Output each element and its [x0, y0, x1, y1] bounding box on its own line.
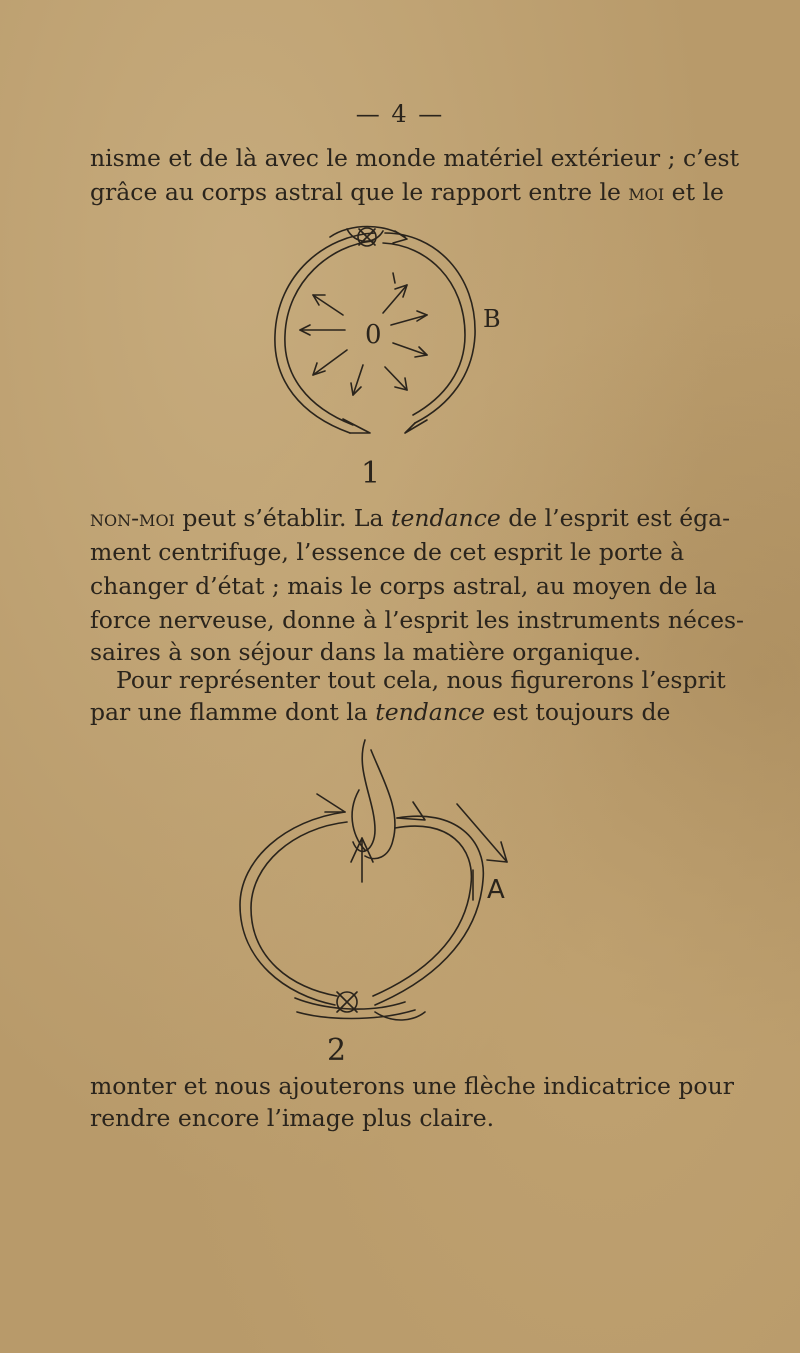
text-span: peut s’établir. La	[174, 504, 392, 532]
figure-1-number: 1	[361, 456, 381, 490]
text-line: Pour représenter tout cela, nous figurerons l’esprit	[116, 666, 726, 694]
figure-1-diagram	[255, 215, 515, 490]
text-span: et le	[664, 178, 724, 206]
text-line: changer d’état ; mais le corps astral, au moyen de la	[90, 572, 717, 600]
page-number: — 4 —	[355, 100, 445, 128]
text-line	[90, 502, 731, 534]
text-line: force nerveuse, donne à l’esprit les instruments néces-	[90, 606, 744, 634]
text-line: rendre encore l’image plus claire.	[90, 1104, 495, 1132]
figure-1-side-label: B	[483, 305, 501, 333]
text-line: ment centrifuge, l’essence de cet esprit le porte à	[90, 538, 685, 566]
text-line: monter et nous ajouterons une flèche indicatrice pour	[90, 1072, 734, 1100]
small-caps-word: non-moi	[90, 504, 175, 532]
figure-1-drawing	[255, 215, 515, 490]
text-line: nisme et de là avec le monde matériel extérieur ; c’est	[90, 144, 740, 172]
figure-1-center-label: 0	[365, 320, 382, 350]
text-span: est toujours de	[485, 698, 671, 726]
figure-2-drawing	[225, 730, 545, 1070]
italic-word: tendance	[391, 504, 501, 532]
italic-word: tendance	[375, 698, 486, 726]
text-line	[90, 176, 724, 208]
small-caps-word: moi	[628, 178, 665, 206]
text-line	[90, 696, 670, 728]
text-span: par une flamme dont la	[90, 698, 376, 726]
text-line: saires à son séjour dans la matière organique.	[90, 638, 641, 666]
text-span: grâce au corps astral que le rapport entre le	[90, 178, 629, 206]
text-span: de l’esprit est éga-	[500, 504, 731, 532]
figure-2-side-label: A	[487, 875, 505, 905]
figure-2-number: 2	[327, 1033, 347, 1068]
figure-2-diagram	[225, 730, 545, 1070]
